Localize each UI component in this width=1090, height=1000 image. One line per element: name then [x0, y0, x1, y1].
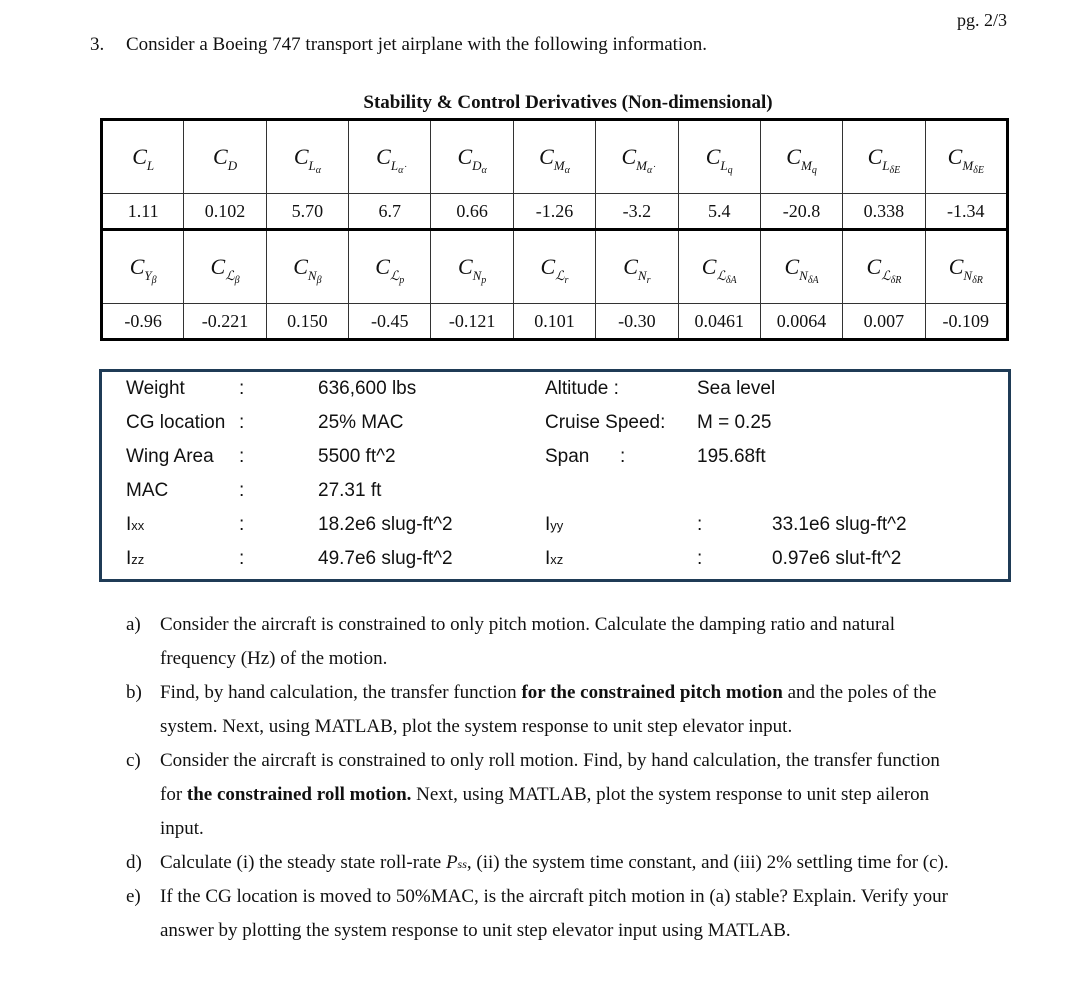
iyy-colon: : — [697, 514, 703, 535]
part-b-text: Find, by hand calculation, the transfer function for the constrained pitch motion and the poles of the system. Next, using MATLAB, plot the system response to unit step elevator input. — [160, 682, 937, 737]
weight-label: Weight — [126, 378, 185, 399]
table-row-symbols-lateral — [102, 230, 1008, 304]
span-colon: : — [620, 446, 626, 467]
table-row-values-lateral — [102, 304, 1008, 340]
span-value: 195.68ft — [697, 446, 766, 467]
lateral-value-8: 0.0064 — [760, 304, 842, 340]
table-row-values-longitudinal — [102, 194, 1008, 230]
part-e-label: e) — [126, 886, 141, 907]
izz-label: Izz — [126, 548, 145, 569]
longitudinal-value-3: 6.7 — [349, 194, 431, 230]
lateral-value-5: 0.101 — [513, 304, 595, 340]
part-a-label: a) — [126, 614, 141, 635]
table-row-symbols-longitudinal — [102, 120, 1008, 194]
lateral-value-7: 0.0461 — [678, 304, 760, 340]
izz-colon: : — [239, 548, 245, 569]
part-a-text: Consider the aircraft is constrained to only pitch motion. Calculate the damping ratio and natural frequency (Hz) of the motion. — [160, 614, 895, 669]
cg-label: CG location — [126, 412, 226, 433]
iyy-label: Iyy — [545, 514, 564, 535]
lateral-value-6: -0.30 — [596, 304, 678, 340]
part-d-text: Calculate (i) the steady state roll-rate Pss, (ii) the system time constant, and (iii) 2% settling time for (c). — [160, 852, 949, 873]
part-c-label: c) — [126, 750, 141, 771]
weight-colon: : — [239, 378, 245, 399]
longitudinal-symbol-0: $C_L$ — [102, 120, 184, 194]
lateral-value-9: 0.007 — [843, 304, 925, 340]
wing-area-colon: : — [239, 446, 245, 467]
lateral-value-1: -0.221 — [184, 304, 266, 340]
part-b-label: b) — [126, 682, 142, 703]
part-d-label: d) — [126, 852, 142, 873]
span-label: Span — [545, 446, 590, 467]
derivatives-table — [100, 118, 1009, 341]
longitudinal-symbol-4: $C_{D_\alpha}$ — [431, 120, 513, 194]
page-number: pg. 2/3 — [957, 10, 1008, 30]
lateral-symbol-5: $C_{ℒ_r}$ — [513, 230, 595, 304]
longitudinal-value-4: 0.66 — [431, 194, 513, 230]
ixz-label: Ixz — [545, 548, 564, 569]
wing-area-label: Wing Area — [126, 446, 214, 467]
ixx-colon: : — [239, 514, 245, 535]
altitude-value: Sea level — [697, 378, 776, 399]
question-number: 3. — [90, 34, 105, 55]
question-text: Consider a Boeing 747 transport jet airplane with the following information. — [126, 34, 707, 55]
lateral-symbol-4: $C_{N_p}$ — [431, 230, 513, 304]
longitudinal-symbol-8: $C_{M_q}$ — [760, 120, 842, 194]
aircraft-info-box — [99, 369, 1011, 582]
mac-colon: : — [239, 480, 245, 501]
lateral-symbol-9: $C_{ℒ_{\delta R}}$ — [843, 230, 925, 304]
lateral-value-10: -0.109 — [925, 304, 1007, 340]
part-c-text: Consider the aircraft is constrained to only roll motion. Find, by hand calculation, the transfer function for the constrained roll motion. Next, using MATLAB, plot the system response to unit step aileron input. — [160, 750, 940, 839]
longitudinal-value-8: -20.8 — [760, 194, 842, 230]
table-title: Stability & Control Derivatives (Non-dimensional) — [363, 92, 773, 113]
cruise-speed-value: M = 0.25 — [697, 412, 772, 433]
lateral-symbol-7: $C_{ℒ_{\delta A}}$ — [678, 230, 760, 304]
longitudinal-symbol-5: $C_{M_\alpha}$ — [513, 120, 595, 194]
longitudinal-value-9: 0.338 — [843, 194, 925, 230]
lateral-symbol-8: $C_{N_{\delta A}}$ — [760, 230, 842, 304]
mac-label: MAC — [126, 480, 169, 501]
part-e-text: If the CG location is moved to 50%MAC, is the aircraft pitch motion in (a) stable? Explain. Verify your answer by plotting the system response to unit step elevator input using MATLAB. — [160, 886, 948, 941]
lateral-value-4: -0.121 — [431, 304, 513, 340]
cruise-speed-label: Cruise Speed: — [545, 412, 666, 433]
longitudinal-symbol-10: $C_{M_{\delta E}}$ — [925, 120, 1007, 194]
ixz-value: 0.97e6 slut-ft^2 — [772, 548, 902, 569]
lateral-value-0: -0.96 — [102, 304, 184, 340]
cg-colon: : — [239, 412, 245, 433]
lateral-value-3: -0.45 — [349, 304, 431, 340]
longitudinal-symbol-2: $C_{L_\alpha}$ — [266, 120, 348, 194]
longitudinal-value-5: -1.26 — [513, 194, 595, 230]
longitudinal-symbol-6: $C_{M_{\alphȧ}}$ — [596, 120, 678, 194]
mac-value: 27.31 ft — [318, 480, 382, 501]
lateral-value-2: 0.150 — [266, 304, 348, 340]
longitudinal-value-7: 5.4 — [678, 194, 760, 230]
longitudinal-symbol-7: $C_{L_q}$ — [678, 120, 760, 194]
altitude-label: Altitude : — [545, 378, 619, 399]
lateral-symbol-10: $C_{N_{\delta R}}$ — [925, 230, 1007, 304]
ixz-colon: : — [697, 548, 703, 569]
longitudinal-value-0: 1.11 — [102, 194, 184, 230]
lateral-symbol-3: $C_{ℒ_p}$ — [349, 230, 431, 304]
longitudinal-symbol-1: $C_D$ — [184, 120, 266, 194]
longitudinal-symbol-3: $C_{L_{\alphȧ}}$ — [349, 120, 431, 194]
wing-area-value: 5500 ft^2 — [318, 446, 396, 467]
cg-value: 25% MAC — [318, 412, 404, 433]
longitudinal-value-6: -3.2 — [596, 194, 678, 230]
lateral-symbol-2: $C_{N_\beta}$ — [266, 230, 348, 304]
longitudinal-symbol-9: $C_{L_{\delta E}}$ — [843, 120, 925, 194]
ixx-label: Ixx — [126, 514, 145, 535]
longitudinal-value-10: -1.34 — [925, 194, 1007, 230]
iyy-value: 33.1e6 slug-ft^2 — [772, 514, 907, 535]
ixx-value: 18.2e6 slug-ft^2 — [318, 514, 453, 535]
lateral-symbol-6: $C_{N_r}$ — [596, 230, 678, 304]
longitudinal-value-1: 0.102 — [184, 194, 266, 230]
izz-value: 49.7e6 slug-ft^2 — [318, 548, 453, 569]
longitudinal-value-2: 5.70 — [266, 194, 348, 230]
weight-value: 636,600 lbs — [318, 378, 417, 399]
lateral-symbol-1: $C_{ℒ_\beta}$ — [184, 230, 266, 304]
lateral-symbol-0: $C_{Y_\beta}$ — [102, 230, 184, 304]
